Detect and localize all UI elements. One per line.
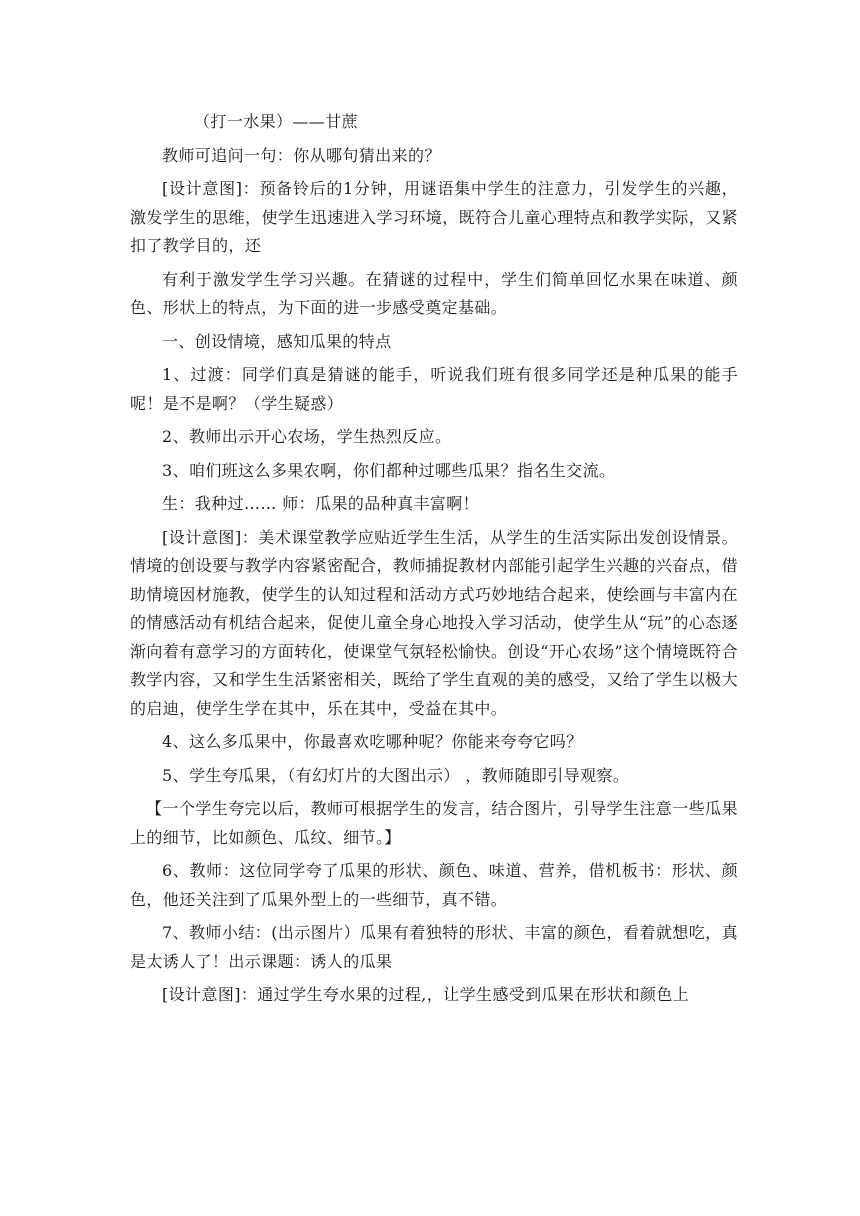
section-heading-1: 一、创设情境，感知瓜果的特点 xyxy=(162,331,392,351)
design-intent-riddle-cont: 有利于激发学生学习兴趣。在猜谜的过程中，学生们简单回忆水果在味道、颜色、形状上的特点，为下面的进一步感受奠定基础。 xyxy=(130,269,738,317)
step-2-happy-farm: 2、教师出示开心农场，学生热烈反应。 xyxy=(162,427,452,446)
design-intent-riddle: [设计意图]：预备铃后的1分钟，用谜语集中学生的注意力，引发学生的兴趣，激发学生的思维，使学生迅速进入学习环境，既符合儿童心理特点和教学实际，又紧扣了教学目的，还 xyxy=(130,179,738,255)
step-4-favorite-fruit: 4、这么多瓜果中，你最喜欢吃哪种呢？你能来夸夸它吗？ xyxy=(162,732,583,751)
teacher-guidance-note: 【一个学生夸完以后，教师可根据学生的发言，结合图片，引导学生注意一些瓜果上的细节，比如颜色、瓜纹、细节。】 xyxy=(130,799,738,847)
step-7-teacher-summary: 7、教师小结：(出示图片）瓜果有着独特的形状、丰富的颜色，看着就想吃，真是太诱人了！出示课题：诱人的瓜果 xyxy=(130,923,738,971)
step-3-fruit-farmers: 3、咱们班这么多果农啊，你们都种过哪些瓜果？指名生交流。 xyxy=(162,460,616,480)
document-body xyxy=(130,108,738,1010)
student-teacher-dialogue: 生：我种过…… 师：瓜果的品种真丰富啊！ xyxy=(162,494,480,513)
step-5-praise-fruit: 5、学生夸瓜果，（有幻灯片的大图出示） ，教师随即引导观察。 xyxy=(162,765,630,785)
teacher-followup-question: 教师可追问一句：你从哪句猜出来的？ xyxy=(162,145,441,165)
step-6-teacher-blackboard: 6、教师：这位同学夸了瓜果的形状、颜色、味道、营养，借机板书：形状、颜色，他还关注到了瓜果外型上的一些细节，真不错。 xyxy=(130,861,738,909)
design-intent-praise: [设计意图]：通过学生夸水果的过程,，让学生感受到瓜果在形状和颜色上 xyxy=(162,985,690,1004)
design-intent-scenario: [设计意图]：美术课堂教学应贴近学生生活，从学生的生活实际出发创设情景。情境的创设要与教学内容紧密配合，教师捕捉教材内部能引起学生兴趣的兴奋点，借助情境因材施教，使学生的认知过程和活动方式巧妙地结合起来，使绘画与丰富内在的情感活动有机结合起来，促使儿童全身心地投入学习活动，使学生从“玩”的心态逐渐向着有意学习的方面转化，使课堂气氛轻松愉快。创设“开心农场”这个情境既符合教学内容，又和学生生活紧密相关，既给了学生直观的美的感受，又给了学生以极大的启迪，使学生学在其中，乐在其中，受益在其中。 xyxy=(130,527,738,718)
step-1-transition: 1、过渡：同学们真是猜谜的能手，听说我们班有很多同学还是种瓜果的能手呢！是不是啊？（学生疑惑） xyxy=(130,365,738,413)
riddle-answer: （打一水果）——甘蔗 xyxy=(194,112,359,131)
